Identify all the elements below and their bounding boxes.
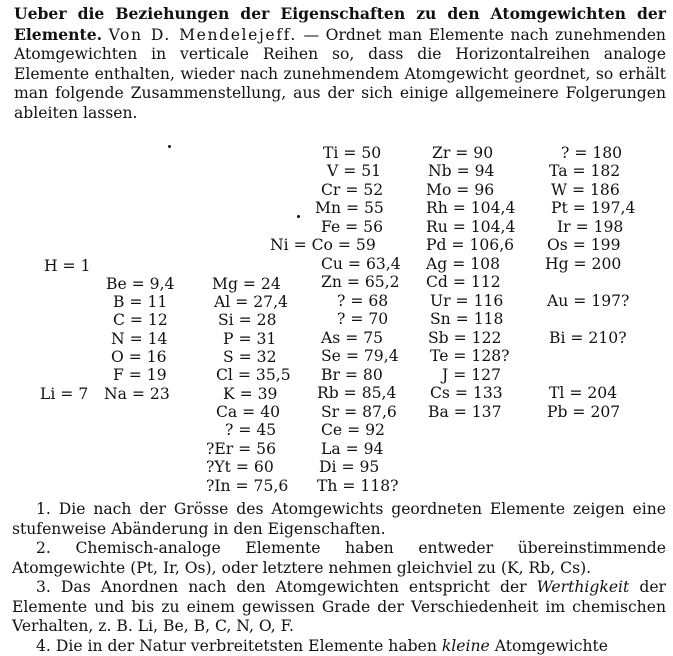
element-cell: Cu = 63,4	[321, 255, 401, 273]
element-cell: F = 19	[113, 366, 167, 384]
print-speck	[297, 215, 300, 218]
element-cell: Pd = 106,6	[426, 236, 514, 254]
conclusion-4-rest: Atomgewichte	[490, 637, 608, 655]
element-cell: Ba = 137	[428, 403, 502, 421]
element-cell: ?Er = 56	[206, 440, 276, 458]
element-cell: J = 127	[442, 366, 501, 384]
element-cell: Fe = 56	[321, 218, 383, 236]
conclusion-3-lead: 3. Das Anordnen nach den Atomgewichten entspricht der	[36, 578, 537, 596]
element-cell: Sr = 87,6	[321, 403, 397, 421]
conclusion-1: 1. Die nach der Grösse des Atomgewichts geordneten Elemente zeigen eine stufenweise Abänderung in den Eigenschaften.	[12, 500, 666, 539]
element-cell: Be = 9,4	[106, 275, 174, 293]
element-cell: Cs = 133	[430, 384, 503, 402]
element-cell: Cr = 52	[321, 181, 383, 199]
element-cell: Bi = 210?	[549, 329, 627, 347]
element-cell: Ir = 198	[557, 218, 623, 236]
conclusions	[12, 500, 666, 656]
element-cell: N = 14	[111, 330, 167, 348]
element-cell: Di = 95	[319, 458, 379, 476]
element-cell: Sn = 118	[430, 310, 503, 328]
conclusion-4-lead: 4. Die in der Natur verbreitetsten Elemente haben	[36, 637, 442, 655]
element-cell: Te = 128?	[430, 347, 510, 365]
element-cell: Ni = Co = 59	[270, 236, 376, 254]
element-cell: ? = 45	[225, 421, 276, 439]
element-cell: W = 186	[551, 181, 620, 199]
element-cell: Br = 80	[321, 366, 383, 384]
element-cell: Se = 79,4	[321, 347, 399, 365]
element-cell: Si = 28	[218, 311, 277, 329]
article-title: Ueber die Beziehungen der Eigenschaften zu den Atomgewichten der Elemente.	[14, 4, 666, 44]
element-cell: Nb = 94	[428, 162, 494, 180]
element-cell: ?Yt = 60	[206, 458, 274, 476]
element-cell: Pt = 197,4	[551, 199, 635, 217]
element-cell: Ti = 50	[323, 144, 381, 162]
element-cell: Ur = 116	[430, 292, 503, 310]
article-author: Von D. Mendelejeff.	[109, 26, 297, 44]
element-cell: Mn = 55	[315, 199, 384, 217]
element-cell: Ta = 182	[549, 162, 620, 180]
element-cell: Mo = 96	[426, 181, 494, 199]
element-cell: ? = 68	[337, 292, 388, 310]
element-cell: Li = 7	[40, 385, 88, 403]
element-cell: La = 94	[321, 440, 383, 458]
element-cell: P = 31	[223, 330, 276, 348]
element-cell: Cl = 35,5	[216, 366, 291, 384]
conclusion-2: 2. Chemisch-analoge Elemente haben entweder übereinstimmende Atomgewichte (Pt, Ir, Os), oder letztere nehmen gleichviel zu (K, Rb, Cs).	[12, 539, 666, 578]
element-cell: ? = 180	[561, 144, 622, 162]
element-cell: Os = 199	[547, 236, 621, 254]
intro-paragraph	[14, 4, 666, 124]
element-cell: Na = 23	[104, 385, 170, 403]
element-cell: V = 51	[327, 162, 381, 180]
element-cell: S = 32	[223, 348, 277, 366]
element-cell: ?In = 75,6	[206, 477, 288, 495]
element-cell: Rb = 85,4	[317, 384, 396, 402]
element-cell: O = 16	[111, 348, 167, 366]
element-cell: As = 75	[321, 329, 383, 347]
conclusion-3-emphasis: Werthigkeit	[537, 578, 630, 596]
conclusion-4-emphasis: kleine	[442, 637, 490, 655]
print-speck	[168, 145, 171, 148]
element-cell: Cd = 112	[426, 273, 501, 291]
element-cell: C = 12	[113, 311, 168, 329]
element-cell: Th = 118?	[317, 477, 399, 495]
conclusion-3	[12, 578, 666, 637]
element-cell: Al = 27,4	[214, 293, 288, 311]
element-cell: Tl = 204	[549, 384, 617, 402]
element-cell: Mg = 24	[212, 275, 281, 293]
element-cell: Sb = 122	[428, 329, 501, 347]
element-cell: Pb = 207	[547, 403, 620, 421]
element-cell: K = 39	[223, 385, 277, 403]
element-cell: Ru = 104,4	[426, 218, 515, 236]
element-cell: Ag = 108	[426, 255, 500, 273]
element-cell: Zr = 90	[432, 144, 493, 162]
intro-text: — Ordnet man Elemente nach zunehmenden Atomgewichten in verticale Reihen so, dass die Horizontalreihen analoge Elemente enthalten, wieder nach zunehmendem Atomgewicht geordnet, so erhält man folgende Zusammenstellung, aus der sich einige allgemeinere Folgerungen ableiten lassen.	[14, 26, 666, 122]
element-cell: Ce = 92	[321, 421, 385, 439]
conclusion-4	[12, 637, 666, 656]
element-cell: B = 11	[113, 293, 167, 311]
conclusion-3-rest: der Elemente und bis zu einem gewissen Grade der Verschiedenheit im chemischen Verhalten, z. B. Li, Be, B, C, N, O, F.	[12, 578, 666, 635]
element-cell: H = 1	[44, 257, 91, 275]
element-cell: Au = 197?	[547, 292, 629, 310]
element-cell: ? = 70	[337, 310, 388, 328]
element-cell: Rh = 104,4	[426, 199, 515, 217]
element-cell: Zn = 65,2	[321, 273, 400, 291]
element-cell: Hg = 200	[545, 255, 621, 273]
element-cell: Ca = 40	[216, 403, 280, 421]
